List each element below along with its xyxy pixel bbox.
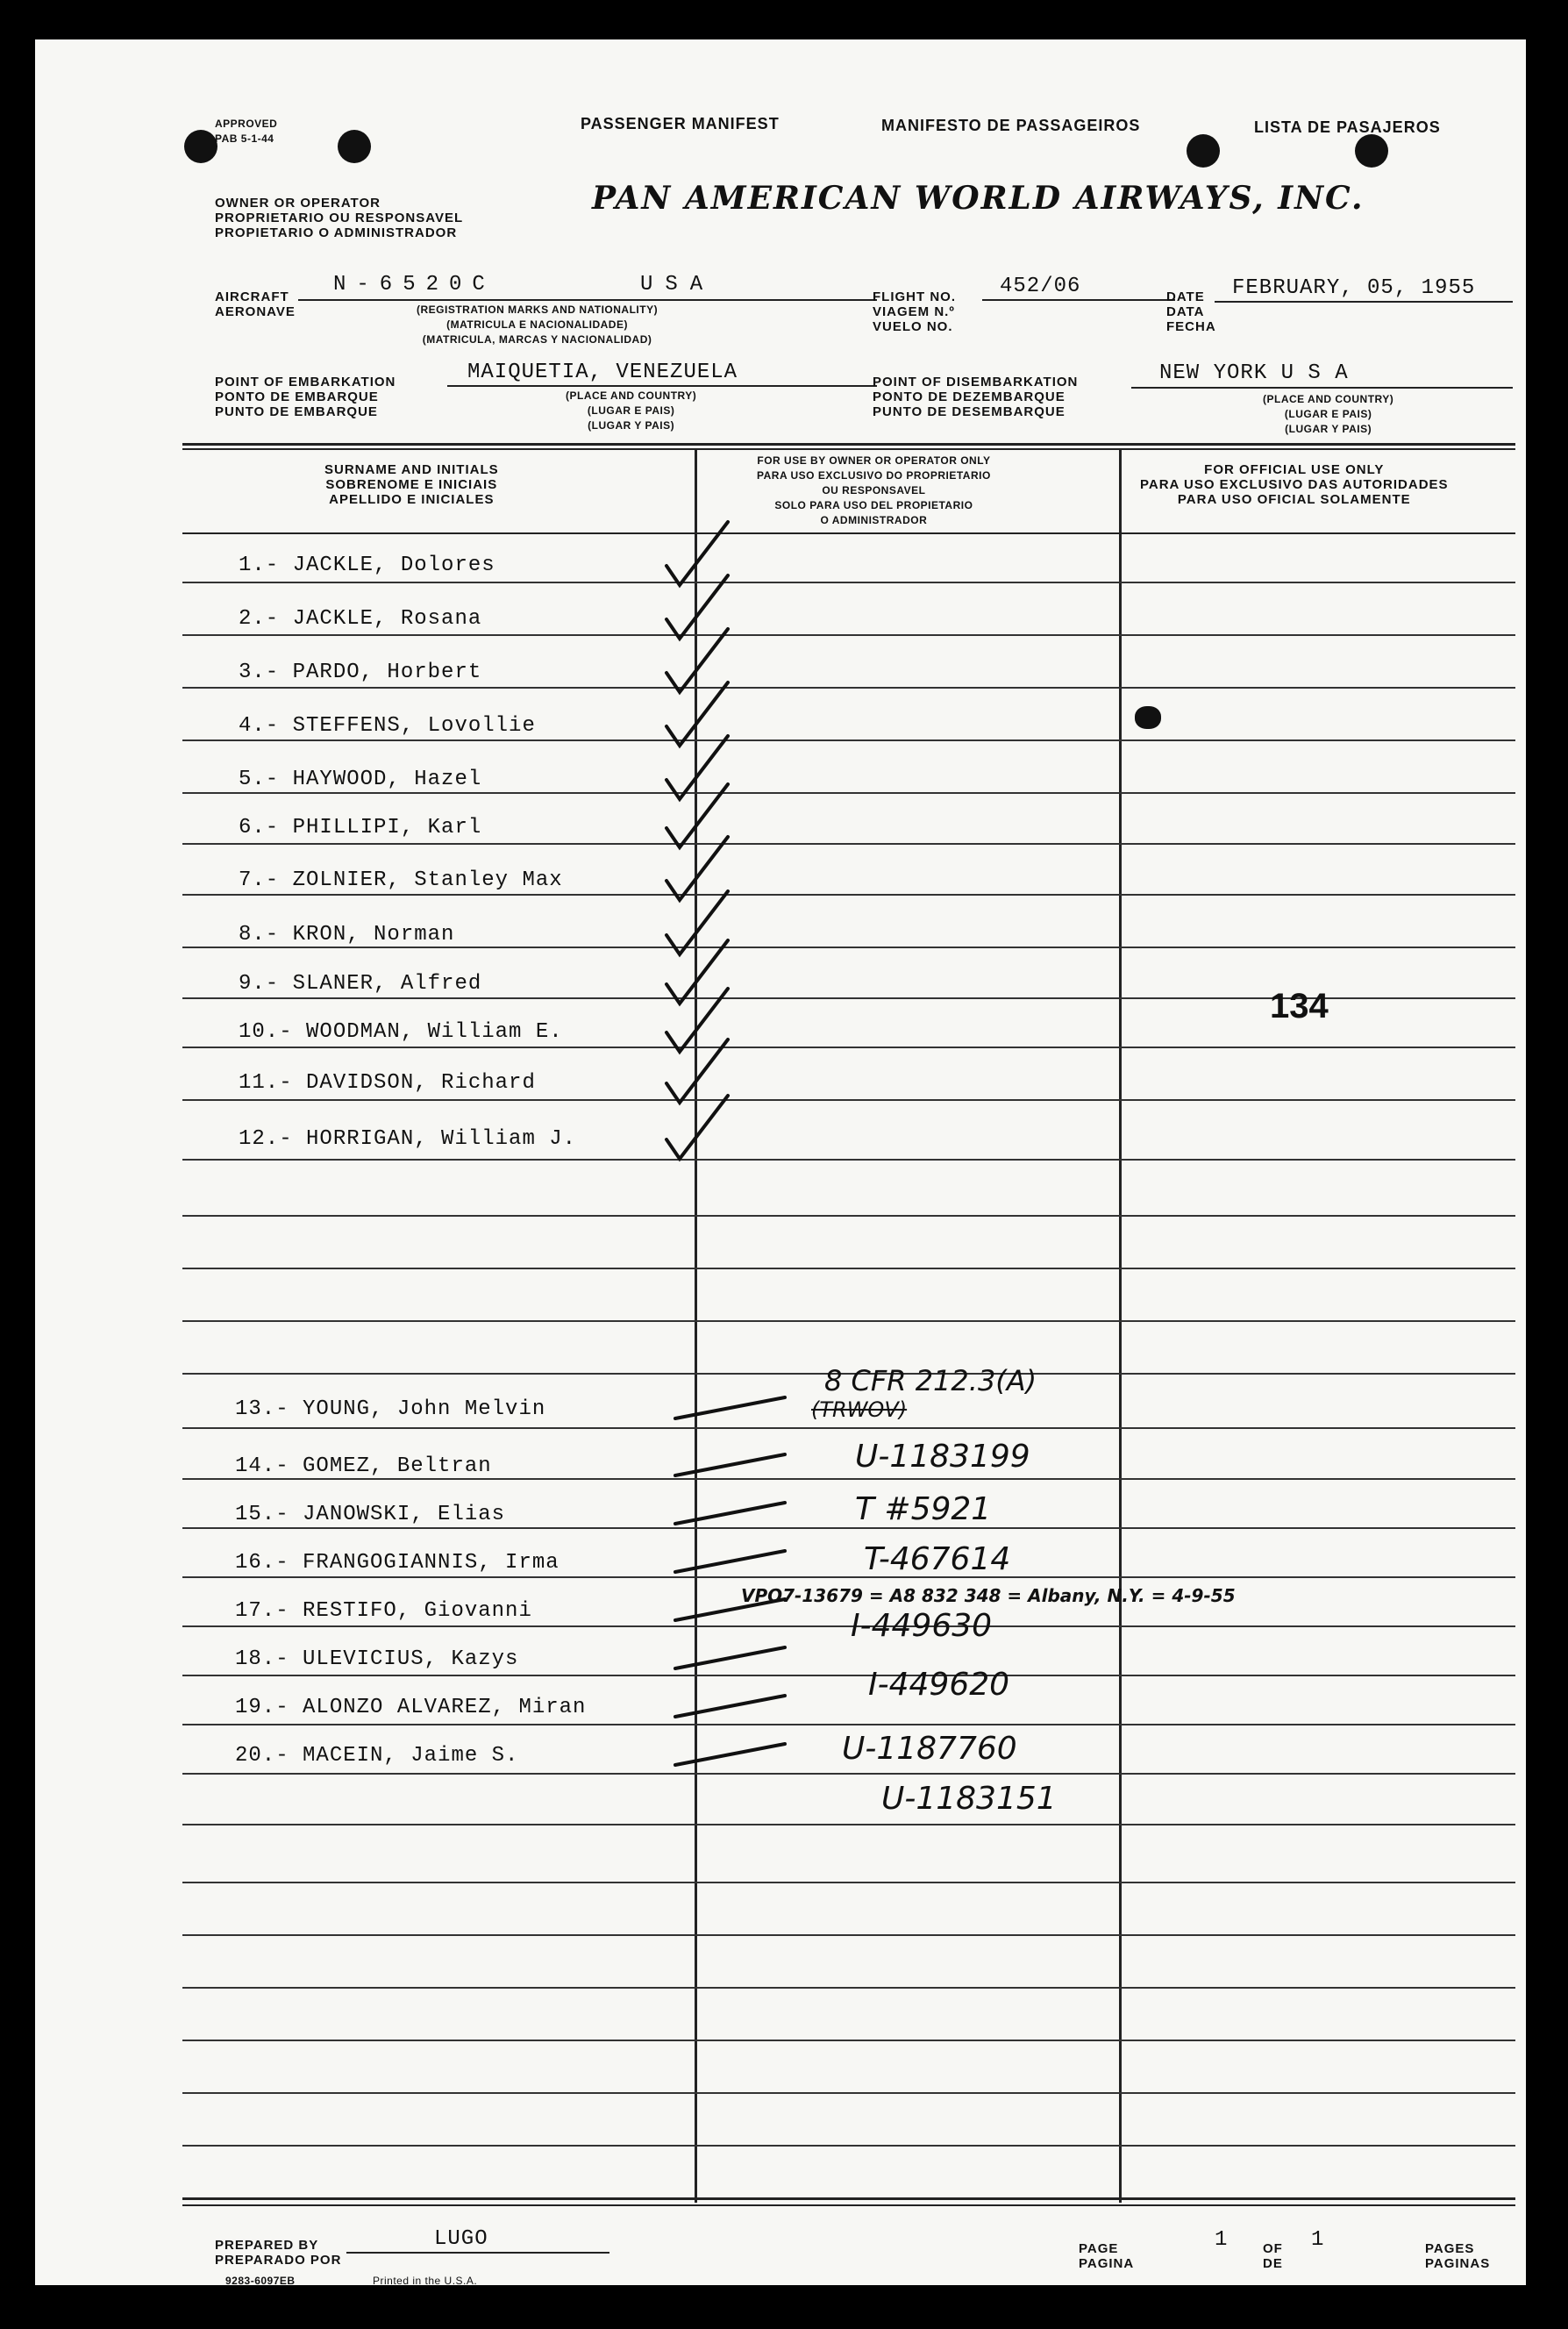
passenger-row: 7.- ZOLNIER, Stanley Max	[239, 868, 563, 892]
aircraft-label-line: AERONAVE	[215, 304, 296, 319]
passenger-row: 3.- PARDO, Horbert	[239, 661, 482, 684]
handwritten-note: (TRWOV)	[811, 1397, 908, 1422]
operator-name: PAN AMERICAN WORLD AIRWAYS, INC.	[592, 180, 1365, 217]
passenger-row: 16.- FRANGOGIANNIS, Irma	[235, 1551, 559, 1575]
passenger-row: 8.- KRON, Norman	[239, 923, 455, 947]
check-mark-icon	[666, 575, 728, 639]
caption-line: (MATRICULA E NACIONALIDADE)	[446, 318, 628, 331]
page-label-line: PAGE	[1079, 2241, 1119, 2256]
flight-label-line: FLIGHT NO.	[873, 289, 956, 304]
passenger-row: 18.- ULEVICIUS, Kazys	[235, 1647, 519, 1671]
page-label-line: PAGINA	[1079, 2256, 1135, 2271]
page-value: 1	[1215, 2228, 1229, 2252]
check-marks	[35, 39, 1526, 2285]
caption-line: (MATRICULA, MARCAS Y NACIONALIDAD)	[422, 333, 652, 346]
aircraft-label-line: AIRCRAFT	[215, 289, 289, 304]
table-bottom-rule	[182, 2197, 1515, 2200]
passenger-row: 13.- YOUNG, John Melvin	[235, 1397, 546, 1421]
column-header-line: PARA USO EXCLUSIVO DO PROPRIETARIO	[757, 469, 991, 482]
manifest-sheet	[35, 39, 1526, 2285]
ink-blot	[1135, 706, 1161, 729]
disembarkation-value: NEW YORK U S A	[1159, 361, 1349, 385]
caption-line: (LUGAR E PAIS)	[1284, 408, 1372, 420]
dash-mark-icon	[675, 1551, 785, 1572]
embarkation-label-line: POINT OF EMBARKATION	[215, 375, 396, 389]
column-header-line: SOBRENOME E INICIAIS	[325, 477, 498, 492]
column-header-line: APELLIDO E INICIALES	[329, 492, 495, 507]
date-label-line: DATE	[1166, 289, 1205, 304]
handwritten-note: U-1183151	[881, 1781, 1057, 1817]
column-header-line: O ADMINISTRADOR	[820, 514, 928, 526]
passenger-row: 6.- PHILLIPI, Karl	[239, 816, 482, 839]
owner-label-line: PROPIETARIO O ADMINISTRADOR	[215, 225, 458, 240]
check-mark-icon	[666, 1096, 728, 1159]
field-underline	[346, 2252, 609, 2254]
official-number: 134	[1270, 987, 1329, 1025]
dash-mark-icon	[675, 1503, 785, 1524]
handwritten-note: I-449630	[851, 1608, 993, 1644]
owner-label-line: OWNER OR OPERATOR	[215, 196, 381, 211]
pages-label	[1425, 2241, 1490, 2271]
aircraft-nationality: USA	[640, 273, 716, 296]
column-header-line: PARA USO OFICIAL SOLAMENTE	[1177, 492, 1411, 507]
title-english: PASSENGER MANIFEST	[581, 115, 780, 132]
flight-number: 452/06	[1000, 275, 1081, 298]
column-header-line: SURNAME AND INITIALS	[324, 462, 499, 477]
dash-mark-icon	[675, 1454, 785, 1475]
of-label-line: OF	[1263, 2241, 1283, 2256]
handwritten-note: I-449620	[868, 1667, 1010, 1703]
prepared-value: LUGO	[434, 2227, 488, 2251]
caption-line: (PLACE AND COUNTRY)	[566, 389, 697, 402]
check-mark-icon	[666, 891, 728, 954]
embarkation-label-line: PONTO DE EMBARQUE	[215, 389, 379, 404]
check-mark-icon	[666, 682, 728, 746]
approval-line: PAB 5-1-44	[215, 132, 274, 145]
caption-line: (PLACE AND COUNTRY)	[1263, 393, 1394, 405]
handwritten-note: 8 CFR 212.3(A)	[824, 1364, 1037, 1397]
caption-line: (LUGAR Y PAIS)	[588, 419, 675, 432]
passenger-row: 14.- GOMEZ, Beltran	[235, 1454, 492, 1478]
dash-mark-icon	[675, 1744, 785, 1765]
dash-mark-icon	[675, 1696, 785, 1717]
table-bottom-rule	[182, 2204, 1515, 2206]
caption-line: (LUGAR E PAIS)	[587, 404, 675, 417]
dash-mark-icon	[675, 1397, 785, 1418]
prepared-label	[215, 2238, 341, 2268]
passenger-row: 9.- SLANER, Alfred	[239, 972, 482, 996]
embarkation-label-line: PUNTO DE EMBARQUE	[215, 404, 378, 419]
approval-line: APPROVED	[215, 118, 278, 130]
aircraft-registration: N-6520C	[333, 273, 495, 296]
handwritten-note: T-467614	[864, 1541, 1011, 1577]
handwritten-note: U-1183199	[855, 1439, 1030, 1475]
passenger-row: 12.- HORRIGAN, William J.	[239, 1127, 577, 1151]
passenger-row: 15.- JANOWSKI, Elias	[235, 1503, 506, 1526]
date-value: FEBRUARY, 05, 1955	[1232, 276, 1476, 300]
flight-label-line: VIAGEM N.º	[873, 304, 955, 319]
passenger-row: 10.- WOODMAN, William E.	[239, 1020, 563, 1044]
column-header-line: PARA USO EXCLUSIVO DAS AUTORIDADES	[1140, 477, 1449, 492]
check-mark-icon	[666, 629, 728, 692]
passenger-row: 2.- JACKLE, Rosana	[239, 607, 482, 631]
prepared-label-line: PREPARED BY	[215, 2238, 319, 2253]
check-mark-icon	[666, 736, 728, 799]
passenger-row: 5.- HAYWOOD, Hazel	[239, 768, 482, 791]
column-header-line: OU RESPONSAVEL	[822, 484, 926, 497]
column-header-line: SOLO PARA USO DEL PROPIETARIO	[774, 499, 973, 511]
handwritten-note: T #5921	[855, 1491, 992, 1527]
disembarkation-label-line: PUNTO DE DESEMBARQUE	[873, 404, 1066, 419]
prepared-label-line: PREPARADO POR	[215, 2253, 342, 2268]
caption-line: (REGISTRATION MARKS AND NATIONALITY)	[417, 304, 659, 316]
owner-label-line: PROPRIETARIO OU RESPONSAVEL	[215, 211, 464, 225]
check-mark-icon	[666, 837, 728, 900]
passenger-row: 17.- RESTIFO, Giovanni	[235, 1599, 532, 1623]
passenger-row: 19.- ALONZO ALVAREZ, Miran	[235, 1696, 587, 1719]
handwritten-note: VPO7-13679 = A8 832 348 = Albany, N.Y. = 4-9-55	[741, 1585, 1236, 1606]
passenger-row: 4.- STEFFENS, Lovollie	[239, 714, 536, 738]
flight-label-line: VUELO NO.	[873, 319, 953, 334]
of-label	[1263, 2241, 1283, 2271]
disembarkation-label-line: PONTO DE DEZEMBARQUE	[873, 389, 1066, 404]
column-header-line: FOR USE BY OWNER OR OPERATOR ONLY	[757, 454, 991, 467]
printed-note: Printed in the U.S.A.	[373, 2275, 478, 2285]
pages-label-line: PAGES	[1425, 2241, 1475, 2256]
passenger-row: 11.- DAVIDSON, Richard	[239, 1071, 536, 1095]
passenger-row: 1.- JACKLE, Dolores	[239, 554, 495, 577]
handwritten-note: U-1187760	[842, 1731, 1017, 1767]
title-spanish: LISTA DE PASAJEROS	[1254, 118, 1441, 136]
passenger-row: 20.- MACEIN, Jaime S.	[235, 1744, 519, 1768]
form-code: 9283-6097EB	[225, 2275, 296, 2285]
title-portuguese: MANIFESTO DE PASSAGEIROS	[881, 117, 1141, 134]
dash-mark-icon	[675, 1647, 785, 1668]
date-label-line: FECHA	[1166, 319, 1216, 334]
embarkation-value: MAIQUETIA, VENEZUELA	[467, 361, 738, 384]
caption-line: (LUGAR Y PAIS)	[1285, 423, 1372, 435]
column-header-line: FOR OFFICIAL USE ONLY	[1204, 462, 1385, 477]
check-mark-icon	[666, 522, 728, 585]
page-label	[1079, 2241, 1134, 2271]
date-label-line: DATA	[1166, 304, 1205, 319]
of-value: 1	[1311, 2228, 1325, 2252]
pages-label-line: PAGINAS	[1425, 2256, 1491, 2271]
disembarkation-label-line: POINT OF DISEMBARKATION	[873, 375, 1079, 389]
of-label-line: DE	[1263, 2256, 1283, 2271]
